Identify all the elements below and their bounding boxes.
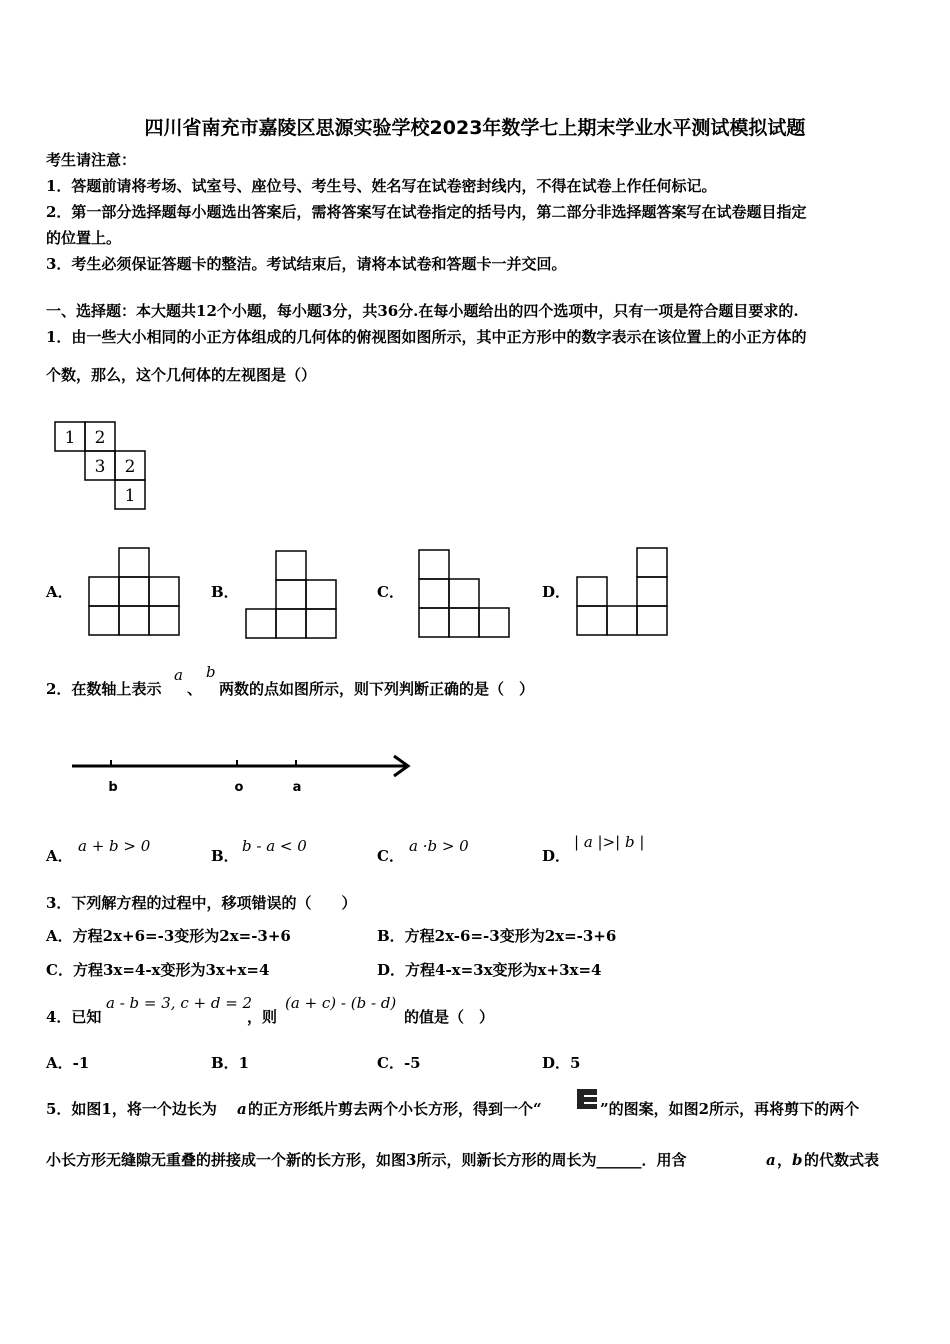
- q4-condition: a - b = 3, c + d = 2: [106, 994, 253, 1012]
- q3-stem: 3．下列解方程的过程中，移项错误的（ ）: [46, 894, 357, 912]
- q3-option-b: B．方程2x-6=-3变形为2x=-3+6: [377, 927, 617, 945]
- axis-label-a: a: [292, 780, 302, 795]
- notice-item: 2．第一部分选择题每小题选出答案后，需将答案写在试卷指定的括号内，第二部分非选择题答案写在试卷题目指定: [46, 203, 807, 221]
- q1-stem-line2: 个数，那么，这个几何体的左视图是（）: [46, 366, 317, 384]
- q5-line2-sep: ，: [777, 1151, 793, 1169]
- axis-label-b: b: [108, 780, 118, 795]
- q1-option-b-figure: [245, 550, 340, 642]
- q2-var-b: b: [206, 663, 216, 681]
- q1-stem-line1: 1．由一些大小相同的小正方体组成的几何体的俯视图如图所示，其中正方形中的数字表示在该位置上的小正方体的: [46, 328, 807, 346]
- q2-stem-sep: 、: [187, 680, 203, 698]
- q2-option-c-label: C．: [377, 847, 404, 865]
- axis-label-origin: o: [234, 780, 244, 795]
- q3-option-a: A．方程2x+6=-3变形为2x=-3+6: [46, 927, 291, 945]
- q2-option-b-expr: b - a < 0: [242, 837, 307, 855]
- q1-option-a-label: A．: [46, 583, 73, 601]
- q2-option-b-label: B．: [211, 847, 239, 865]
- q2-number-line: [70, 748, 415, 798]
- q4-option-b: B．1: [211, 1054, 250, 1072]
- q2-option-a-expr: a + b > 0: [78, 837, 151, 855]
- q5-line1-var-a: a: [237, 1100, 247, 1118]
- q1-option-b-label: B．: [211, 583, 239, 601]
- q5-line2-pre: 小长方形无缝隙无重叠的拼接成一个新的长方形，如图3所示，则新长方形的周长为______．用含: [46, 1151, 687, 1169]
- q2-option-c-expr: a ·b > 0: [409, 837, 469, 855]
- grid-cell-value: 2: [94, 428, 106, 448]
- q2-option-d-expr: | a |>| b |: [574, 833, 645, 851]
- q4-expression: (a + c) - (b - d): [285, 994, 397, 1012]
- q1-option-c-figure: [418, 549, 513, 641]
- q5-line1-post: ”的图案，如图2所示，再将剪下的两个: [600, 1100, 860, 1118]
- q1-top-view-grid: [54, 421, 149, 511]
- q2-option-d-label: D．: [542, 847, 571, 865]
- notice-item: 的位置上。: [46, 229, 122, 247]
- notice-heading: 考生请注意：: [46, 151, 137, 169]
- page-title: 四川省南充市嘉陵区思源实验学校2023年数学七上期末学业水平测试模拟试题: [144, 117, 806, 139]
- q3-option-d: D．方程4-x=3x变形为x+3x=4: [377, 961, 602, 979]
- q4-stem-pre: 4．已知: [46, 1008, 102, 1026]
- section-heading: 一、选择题：本大题共12个小题，每小题3分，共36分.在每小题给出的四个选项中，只有一项是符合题目要求的.: [46, 302, 799, 320]
- q5-line2-post: 的代数式表: [804, 1151, 880, 1169]
- q1-option-d-label: D．: [542, 583, 571, 601]
- q5-line2-var-a: a: [766, 1151, 776, 1169]
- q2-stem-post: 两数的点如图所示，则下列判断正确的是（ ）: [219, 680, 535, 698]
- q5-line2-var-b: b: [792, 1151, 803, 1169]
- q2-stem-pre: 2．在数轴上表示: [46, 680, 162, 698]
- q1-option-d-figure: [576, 547, 671, 639]
- q5-line1-mid: 的正方形纸片剪去两个小长方形，得到一个“: [248, 1100, 542, 1118]
- q2-var-a: a: [174, 666, 183, 684]
- q2-option-a-label: A．: [46, 847, 73, 865]
- q4-option-a: A．-1: [46, 1054, 90, 1072]
- grid-cell-value: 3: [94, 457, 106, 477]
- grid-cell-value: 1: [64, 428, 76, 448]
- q5-line1-pre: 5．如图1，将一个边长为: [46, 1100, 217, 1118]
- q3-option-c: C．方程3x=4-x变形为3x+x=4: [46, 961, 270, 979]
- q4-option-c: C．-5: [377, 1054, 421, 1072]
- grid-cell-value: 2: [124, 457, 136, 477]
- q4-stem-mid: ，则: [247, 1008, 278, 1026]
- grid-cell-value: 1: [124, 486, 136, 506]
- q4-option-d: D．5: [542, 1054, 581, 1072]
- e-shape-icon: [576, 1088, 598, 1110]
- notice-item: 3．考生必须保证答题卡的整洁。考试结束后，请将本试卷和答题卡一并交回。: [46, 255, 567, 273]
- q1-option-c-label: C．: [377, 583, 404, 601]
- q4-stem-post: 的值是（ ）: [404, 1008, 495, 1026]
- notice-item: 1．答题前请将考场、试室号、座位号、考生号、姓名写在试卷密封线内，不得在试卷上作任何标记。: [46, 177, 717, 195]
- q1-option-a-figure: [88, 547, 183, 639]
